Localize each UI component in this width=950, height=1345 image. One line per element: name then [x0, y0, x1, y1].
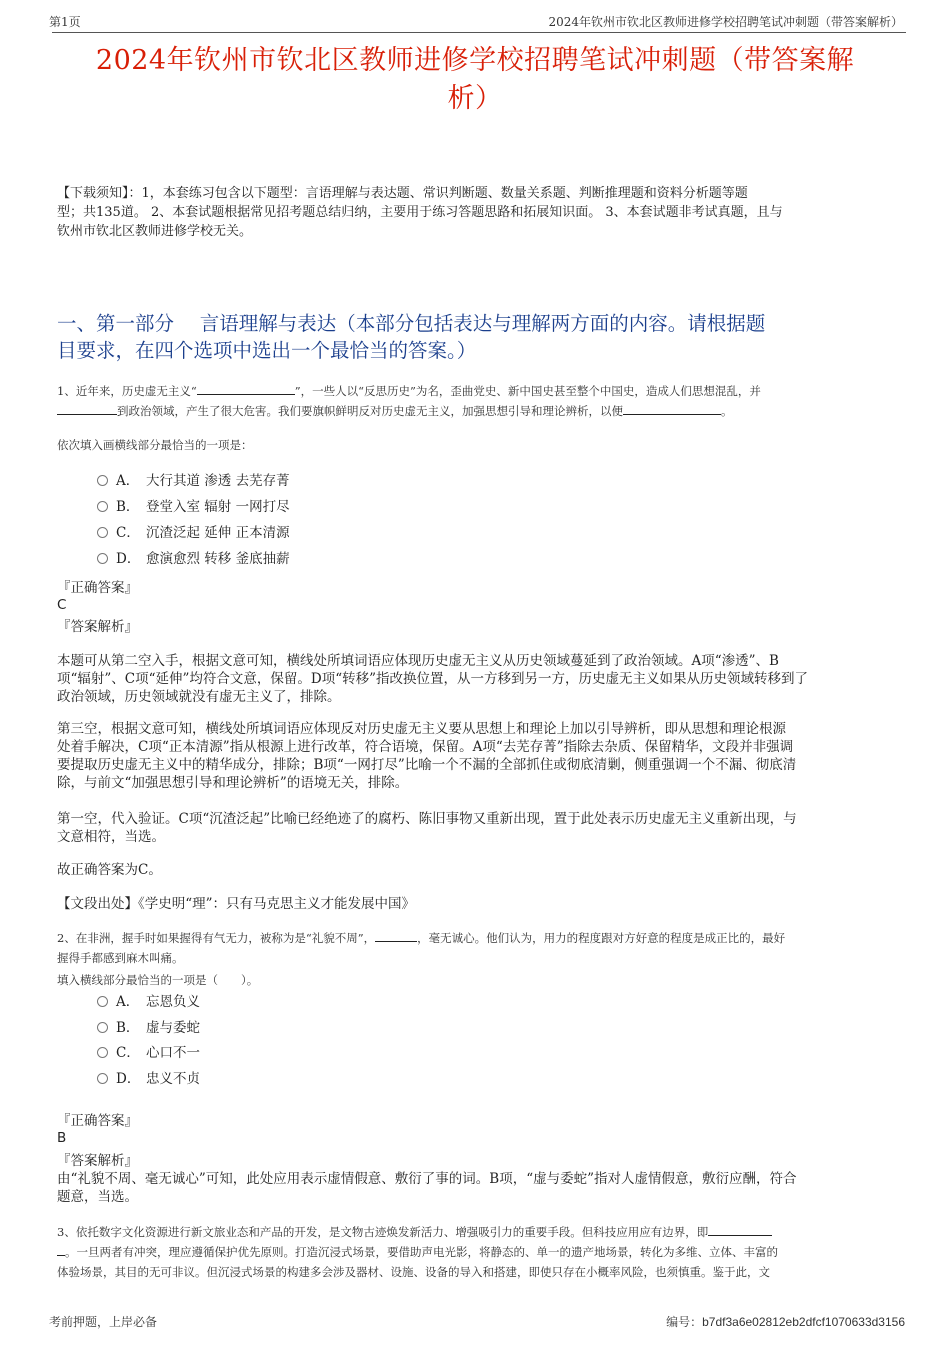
- page-number: 第1页: [49, 15, 81, 29]
- q1-analysis-label: 『答案解析』: [57, 619, 138, 635]
- radio-icon[interactable]: [97, 1073, 108, 1084]
- radio-icon[interactable]: [97, 996, 108, 1007]
- q2-option-c[interactable]: C． 心口不一: [97, 1044, 200, 1062]
- q1-option-a[interactable]: A． 大行其道 渗透 去芜存菁: [97, 472, 290, 490]
- footer-slogan: 考前押题，上岸必备: [49, 1315, 158, 1329]
- q1-source: 【文段出处】《学史明“理”：只有马克思主义才能发展中国》: [57, 896, 416, 912]
- footer-id: 编号：b7df3a6e02812eb2dfcf1070633d3156: [666, 1315, 905, 1329]
- q1-final-answer: 故正确答案为C。: [57, 862, 162, 878]
- q1-option-b[interactable]: B． 登堂入室 辐射 一网打尽: [97, 498, 290, 516]
- blank-3: [623, 401, 721, 415]
- q2-analysis-para-1: 由“礼貌不周、毫无诚心”可知，此处应用表示虚情假意、敷衍了事的词。B项，“虚与委蛇”指对人虚情假意，敷衍应酬，符合 题意，当选。: [57, 1171, 797, 1205]
- q1-analysis-para-2: 第三空，根据文意可知，横线处所填词语应体现反对历史虚无主义要从思想上和理论上加以引导辨析，即从思想和理论根源 处着手解决，C项“正本清源”指从根源上进行改革，符合语境，保留。A项“去芜存菁”指除去杂质、保留精华，文段并非强调 要提取历史虚无主义中的精华成分，排除；B项“一网打尽”比喻一个不漏的全部抓住或彻底清剿，侧重强调一个不漏、彻底清 除，与前文“加强思想引导和理论辨析”的语境无关，排除。: [57, 721, 797, 791]
- radio-icon[interactable]: [97, 475, 108, 486]
- running-title: 2024年钦州市钦北区教师进修学校招聘笔试冲刺题（带答案解析）: [548, 15, 903, 29]
- q1-answer: C: [57, 597, 67, 613]
- q2-option-d[interactable]: D． 忠义不贞: [97, 1070, 200, 1088]
- q1-analysis-para-3: 第一空，代入验证。C项“沉渣泛起”比喻已经绝迹了的腐朽、陈旧事物又重新出现，置于此处表示历史虚无主义重新出现，与 文意相符，当选。: [57, 811, 797, 845]
- document-title: 2024年钦州市钦北区教师进修学校招聘笔试冲刺题（带答案解 析）: [95, 45, 855, 114]
- blank-q3-cont: [57, 1242, 65, 1256]
- radio-icon[interactable]: [97, 553, 108, 564]
- question-2-stem: 2、在非洲，握手时如果握得有气无力，被称为是“礼貌不周”， ，毫无诚心。他们认为，用力的程度跟对方好意的程度是成正比的，最好 握得手都感到麻木叫痛。: [57, 928, 902, 968]
- blank-q3: [708, 1222, 772, 1236]
- question-3-stem: 3、依托数字文化资源进行新文旅业态和产品的开发，是文物古迹焕发新活力、增强吸引力的重要手段。但科技应用应有边界，即 。一旦两者有冲突，理应遵循保护优先原则。打造沉浸式场景，要借助声电光影，将静态的、单一的遗产地场景，转化为多维、立体、丰富的 体验场景，其目的无可非议。但沉浸式场景的构建多会涉及器材、设施、设备的导入和搭建，即使只存在小概率风险，也须慎重。鉴于此，文: [57, 1222, 902, 1282]
- q1-correct-label: 『正确答案』: [57, 580, 138, 596]
- q1-option-c[interactable]: C． 沉渣泛起 延伸 正本清源: [97, 524, 290, 542]
- radio-icon[interactable]: [97, 1047, 108, 1058]
- q2-option-a[interactable]: A． 忘恩负义: [97, 993, 200, 1011]
- question-1-prompt: 依次填入画横线部分最恰当的一项是：: [57, 438, 253, 452]
- q2-answer: B: [57, 1130, 67, 1146]
- q2-option-b[interactable]: B． 虚与委蛇: [97, 1019, 200, 1037]
- section-heading: 一、第一部分 言语理解与表达（本部分包括表达与理解两方面的内容。请根据题 目要求，在四个选项中选出一个最恰当的答案。）: [57, 312, 766, 362]
- blank-2: [57, 401, 117, 415]
- question-2-prompt: 填入横线部分最恰当的一项是（ ）。: [57, 973, 259, 987]
- radio-icon[interactable]: [97, 501, 108, 512]
- q2-analysis-label: 『答案解析』: [57, 1153, 138, 1169]
- radio-icon[interactable]: [97, 1022, 108, 1033]
- header-divider: [52, 32, 906, 33]
- q1-analysis-para-1: 本题可从第二空入手，根据文意可知，横线处所填词语应体现历史虚无主义从历史领域蔓延到了政治领域。A项“渗透”、B 项“辐射”、C项“延伸”均符合文意，保留。D项“转移”指改换位置，从一方移到另一方，历史虚无主义如果从历史领域转移到了 政治领域，历史领域就没有虚无主义了，排除。: [57, 653, 809, 705]
- download-notice: 【下载须知】：1，本套练习包含以下题型：言语理解与表达题、常识判断题、数量关系题、判断推理题和资料分析题等题 型；共135道。 2、本套试题根据常见招考题总结归纳，主要用于练习答题思路和拓展知识面。 3、本套试题非考试真题，且与 钦州市钦北区教师进修学校无关。: [57, 186, 783, 239]
- blank-q2: [375, 928, 417, 942]
- blank-1: [197, 381, 295, 395]
- q1-option-d[interactable]: D． 愈演愈烈 转移 釜底抽薪: [97, 550, 290, 568]
- radio-icon[interactable]: [97, 527, 108, 538]
- question-1-stem: 1、近年来，历史虚无主义“ ”，一些人以“反思历史”为名，歪曲党史、新中国史甚至整个中国史，造成人们思想混乱，并 到政治领域，产生了很大危害。我们要旗帜鲜明反对历史虚无主义，加强思想引导和理论辨析，以便 。: [57, 381, 902, 421]
- q2-correct-label: 『正确答案』: [57, 1113, 138, 1129]
